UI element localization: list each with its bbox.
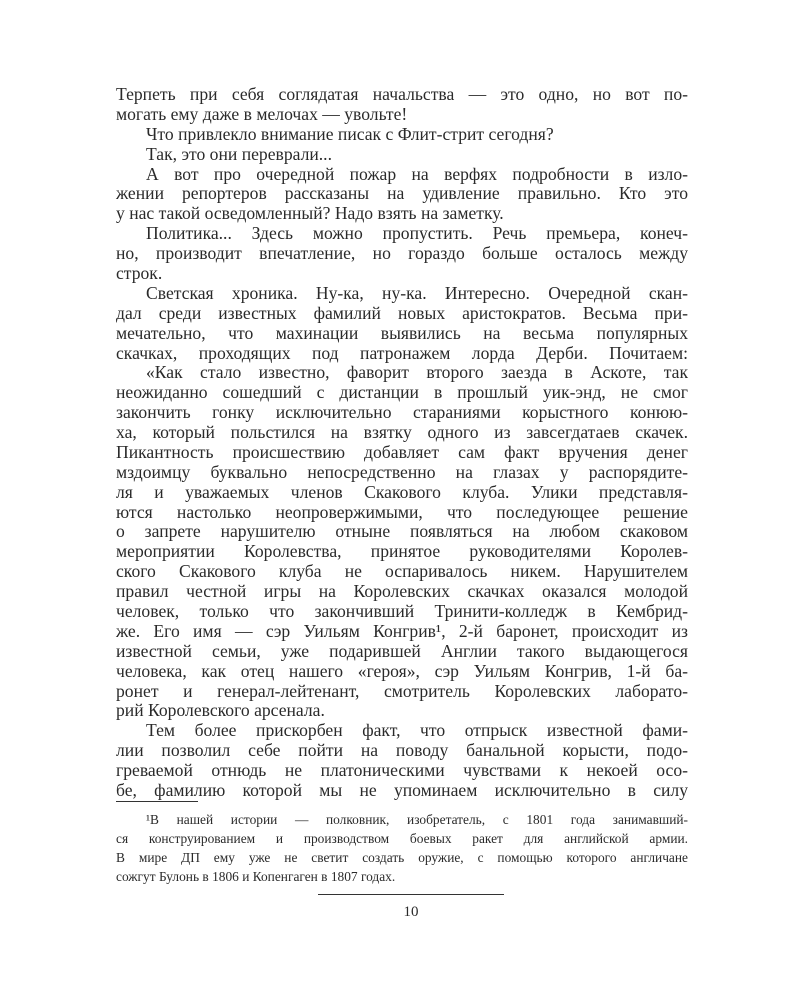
body-line: но, производит впечатление, но гораздо больше осталось между — [116, 243, 688, 263]
page-number: 10 — [403, 904, 419, 920]
body-line: Пикантность происшествию добавляет сам факт вручения денег — [116, 442, 688, 462]
body-line: мечательно, что махинации выявились на весьма популярных — [116, 323, 688, 343]
body-line: неожиданно сошедший с дистанции в прошлый уик-энд, не смог — [116, 382, 688, 402]
body-line: ля и уважаемых членов Скакового клуба. Улики представля- — [116, 482, 688, 502]
body-line: жении репортеров рассказаны на удивление правильно. Кто это — [116, 183, 688, 203]
body-line: же. Его имя — сэр Уильям Конгрив¹, 2-й баронет, происходит из — [116, 621, 688, 641]
body-line: у нас такой осведомленный? Надо взять на заметку. — [116, 203, 504, 223]
body-line: Тем более прискорбен факт, что отпрыск известной фами- — [146, 720, 688, 740]
body-line: Что привлекло внимание писак с Флит-стрит сегодня? — [146, 124, 554, 144]
body-line: мероприятии Королевства, принятое руководителями Королев- — [116, 541, 688, 561]
body-line: дал среди известных фамилий новых аристократов. Весьма при- — [116, 303, 688, 323]
body-line: мздоимцу буквально непосредственно на глазах у распорядите- — [116, 462, 688, 482]
body-line: человек, только что закончивший Тринити-колледж в Кембрид- — [116, 601, 688, 621]
body-line: правил честной игры на Королевских скачках оказался молодой — [116, 581, 688, 601]
body-line: «Как стало известно, фаворит второго заезда в Аскоте, так — [146, 362, 688, 382]
body-line: ронет и генерал-лейтенант, смотритель Королевских лаборато- — [116, 681, 688, 701]
footnote-line: В мире ДП ему уже не светит создать оружие, с помощью которого англичане — [116, 850, 688, 865]
body-line: греваемой отнюдь не платоническими чувствами к некоей осо- — [116, 760, 688, 780]
footnote-line: ся конструированием и производством боевых ракет для английской армии. — [116, 831, 688, 846]
body-line: Политика... Здесь можно пропустить. Речь премьера, конеч- — [146, 223, 688, 243]
body-line: человека, как отец нашего «героя», сэр Уильям Конгрив, 1-й ба- — [116, 661, 688, 681]
body-line: А вот про очередной пожар на верфях подробности в изло- — [146, 164, 688, 184]
body-line: строк. — [116, 263, 163, 283]
body-line: ха, который польстился на взятку одного из завсегдатаев скачек. — [116, 422, 688, 442]
body-line: ются настолько неопровержимыми, что последующее решение — [116, 502, 688, 522]
body-line: могать ему даже в мелочах — увольте! — [116, 104, 408, 124]
body-line: о запрете нарушителю отныне появляться на любом скаковом — [116, 521, 688, 541]
body-line: Светская хроника. Ну-ка, ну-ка. Интересно. Очередной скан- — [146, 283, 688, 303]
body-line: закончить гонку исключительно стараниями корыстного конюю- — [116, 402, 688, 422]
folio-separator — [318, 894, 504, 895]
body-line: лии позволил себе пойти на поводу банальной корысти, подо- — [116, 740, 688, 760]
body-line: ского Скакового клуба не оспаривалось никем. Нарушителем — [116, 561, 688, 581]
body-line: Терпеть при себя соглядатая начальства — это одно, но вот по- — [116, 84, 688, 104]
body-line: известной семьи, уже подарившей Англии такого выдающегося — [116, 641, 688, 661]
body-line: рий Королевского арсенала. — [116, 700, 325, 720]
footnote-separator — [116, 801, 198, 802]
footnote-line: ¹В нашей истории — полковник, изобретатель, с 1801 года занимавший- — [146, 812, 688, 827]
body-line: Так, это они переврали... — [146, 144, 332, 164]
footnote-line: сожгут Булонь в 1806 и Копенгаген в 1807 годах. — [116, 869, 396, 884]
body-line: скачках, проходящих под патронажем лорда Дерби. Почитаем: — [116, 343, 688, 363]
body-line: бе, фамилию которой мы не упоминаем исключительно в силу — [116, 780, 688, 800]
